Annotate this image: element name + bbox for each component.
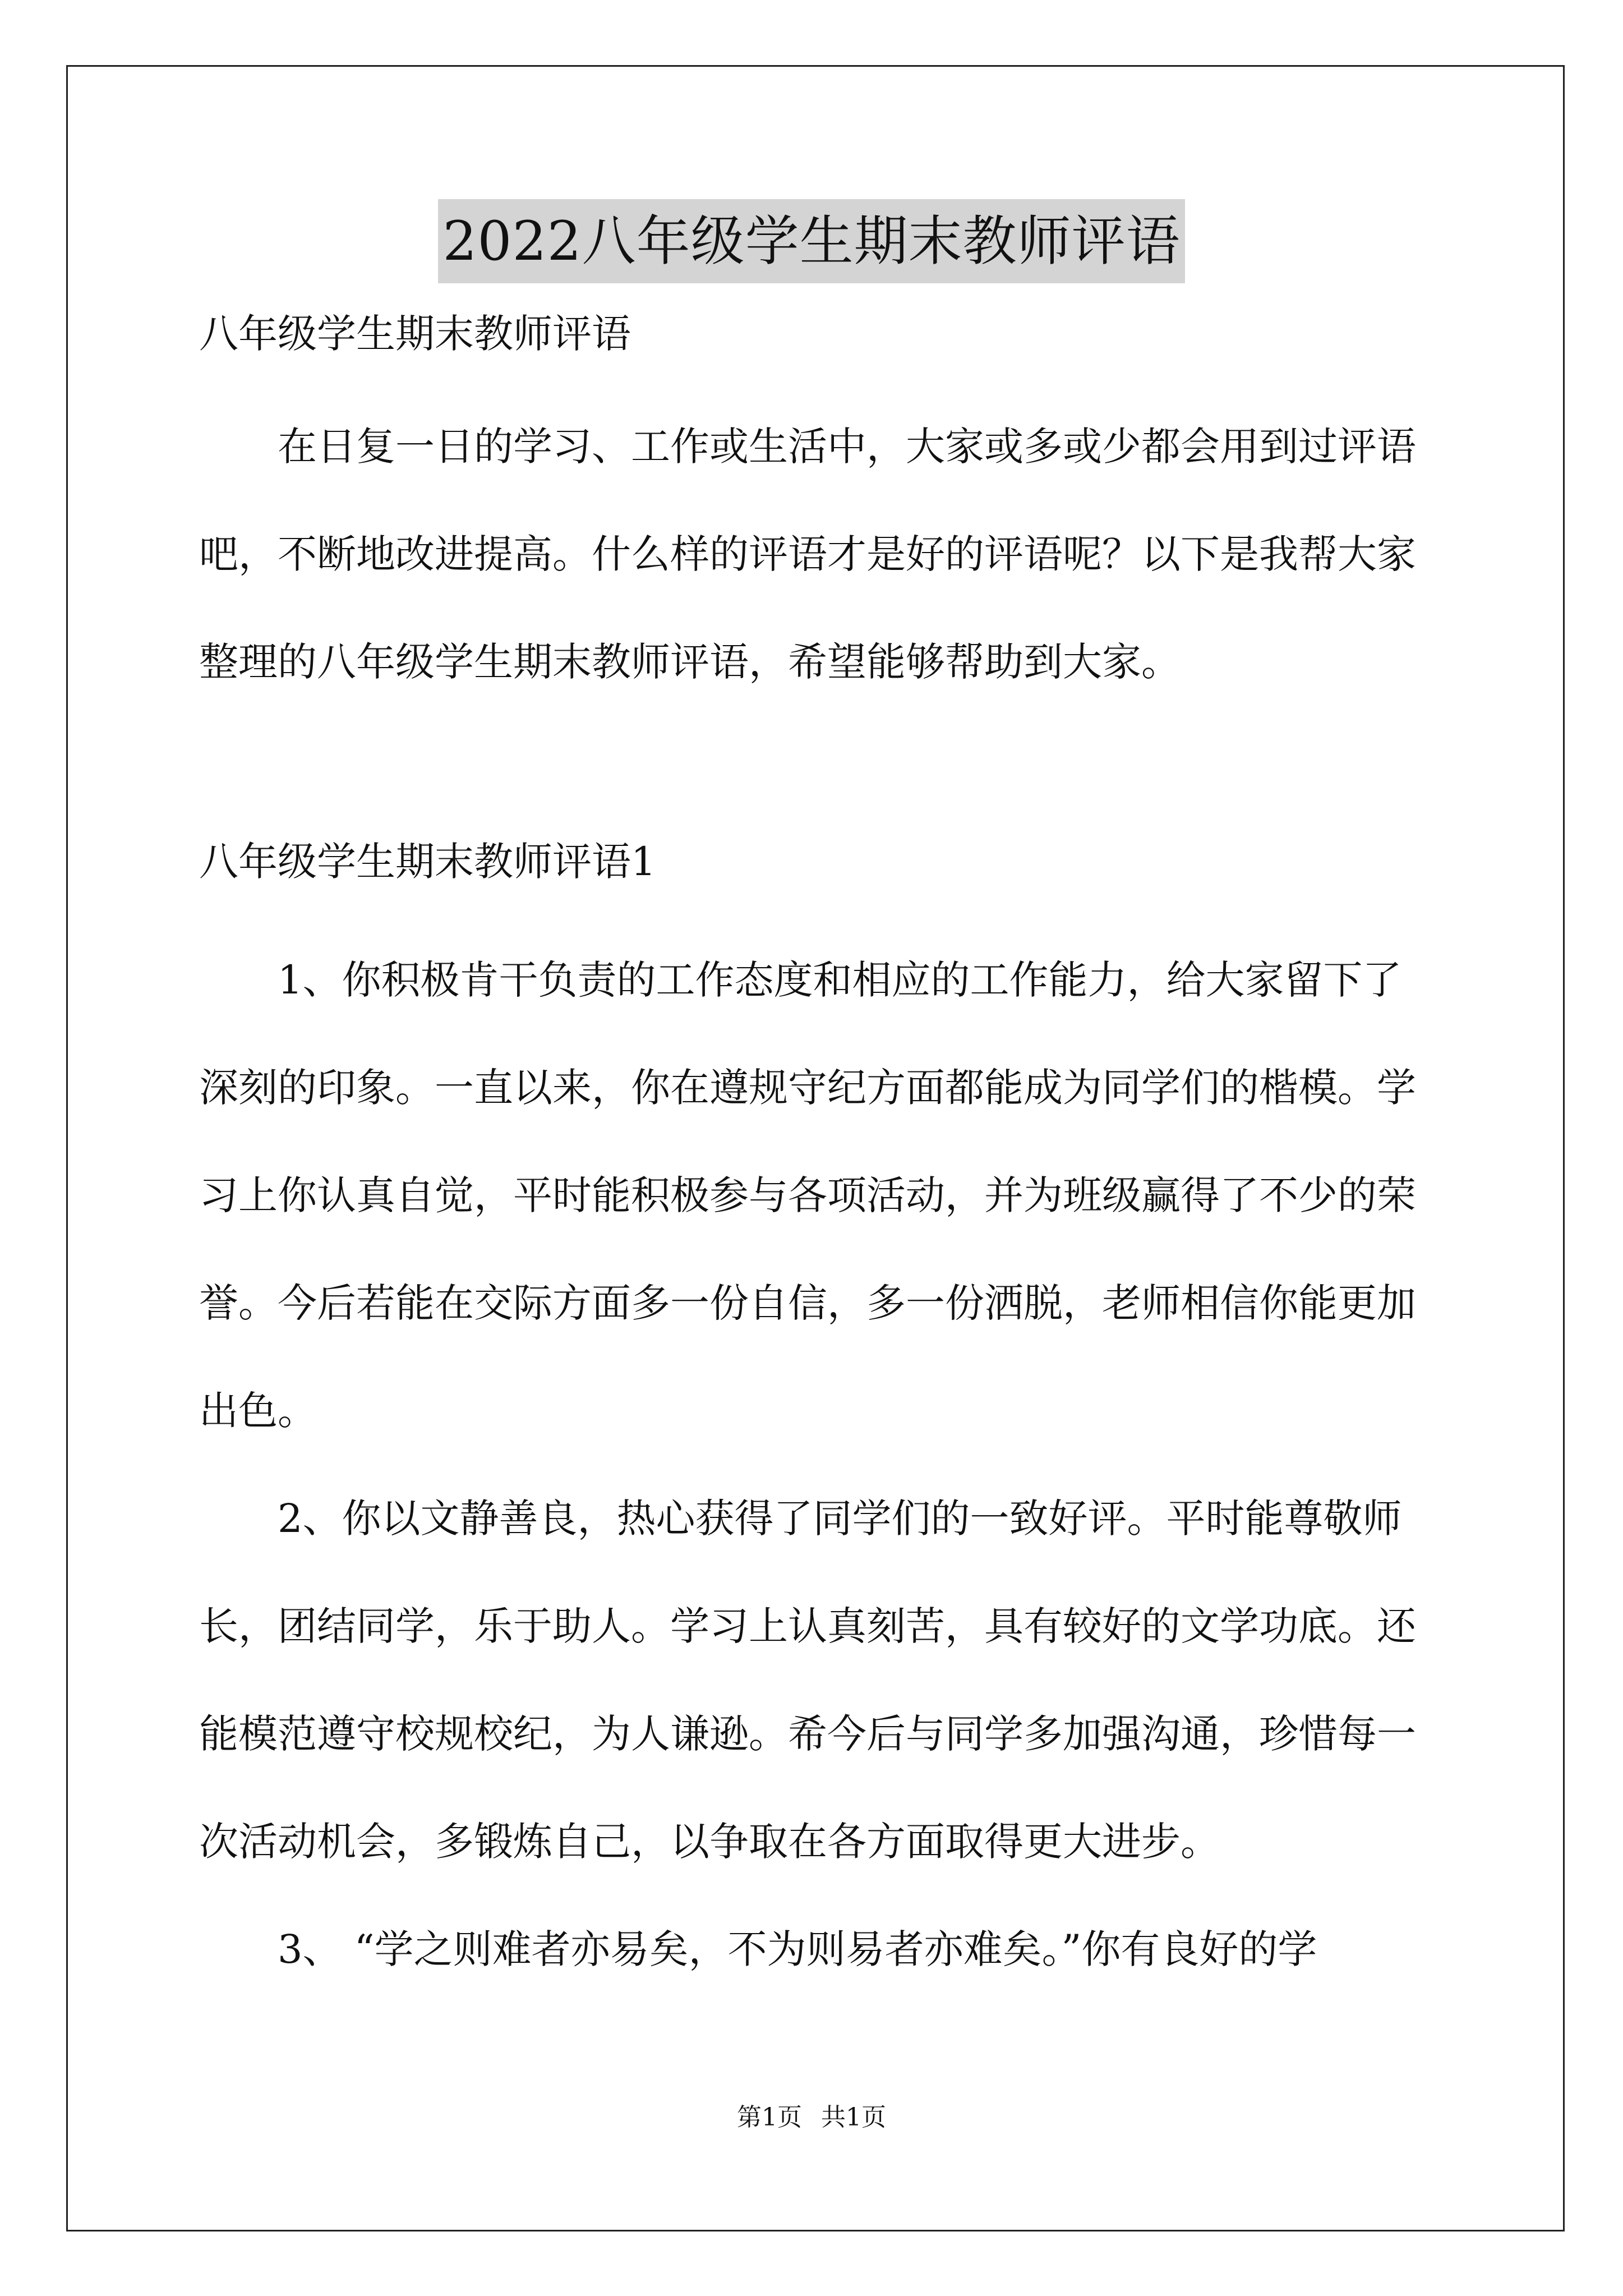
title-container: [0, 199, 1623, 283]
comment-item-1: 1、你积极肯干负责的工作态度和相应的工作能力，给大家留下了深刻的印象。一直以来，你在遵规守纪方面都能成为同学们的楷模。学习上你认真自觉，平时能积极参与各项活动，并为班级赢得了不少的荣誉。今后若能在交际方面多一份自信，多一份洒脱，老师相信你能更加出色。: [199, 957, 1416, 1434]
document-title: 2022八年级学生期末教师评语: [438, 199, 1184, 283]
comment-item-2: 2、你以文静善良，热心获得了同学们的一致好评。平时能尊敬师长，团结同学，乐于助人。学习上认真刻苦，具有较好的文学功底。还能模范遵守校规校纪，为人谦逊。希今后与同学多加强沟通，珍惜每一次活动机会，多锻炼自己，以争取在各方面取得更大进步。: [199, 1496, 1416, 1865]
section-heading: 八年级学生期末教师评语1: [199, 839, 656, 885]
document-body: [199, 306, 1433, 2003]
page-number-total: 共1页: [821, 2103, 886, 2132]
intro-paragraph: 在日复一日的学习、工作或生活中，大家或多或少都会用到过评语吧，不断地改进提高。什么样的评语才是好的评语呢？以下是我帮大家整理的八年级学生期末教师评语，希望能够帮助到大家。: [199, 424, 1416, 685]
document-subtitle: 八年级学生期末教师评语: [199, 311, 631, 357]
comment-item-3: 3、 “学之则难者亦易矣，不为则易者亦难矣。”你有良好的学: [278, 1926, 1317, 1972]
page-number-current: 第1页: [737, 2103, 802, 2132]
page-footer: [0, 2101, 1623, 2134]
